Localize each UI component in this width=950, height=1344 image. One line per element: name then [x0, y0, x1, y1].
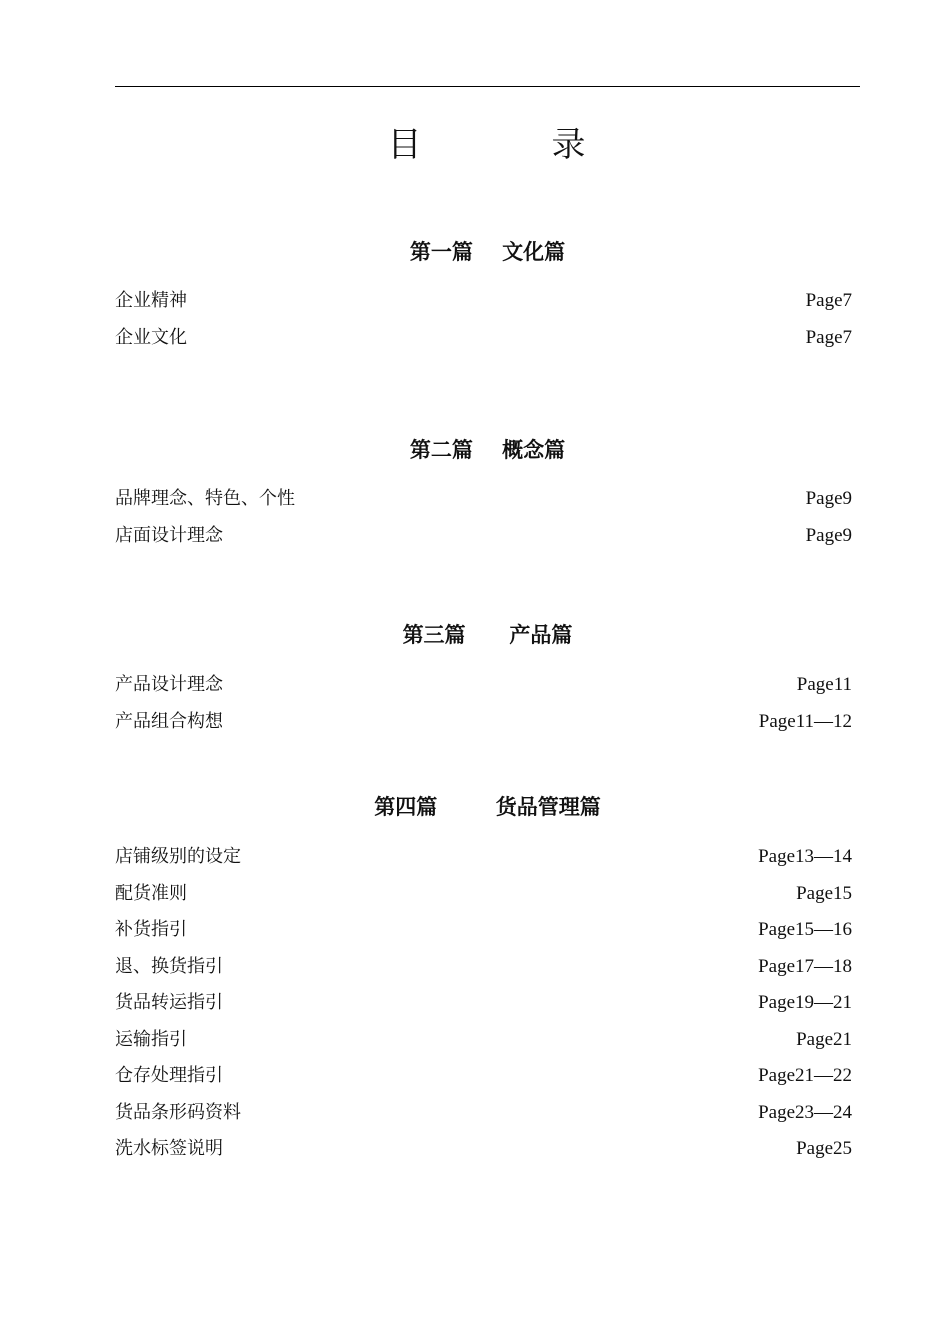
entry-page: Page7: [805, 290, 852, 311]
entry-label: 货品转运指引: [115, 992, 223, 1013]
entry-label: 品牌理念、特色、个性: [115, 488, 295, 509]
entry-list: [115, 667, 852, 740]
entry-page: Page11: [796, 674, 852, 695]
entry-page: Page7: [805, 326, 852, 348]
entry-label: 运输指引: [115, 1028, 187, 1050]
toc-entry[interactable]: [115, 704, 852, 741]
entry-page: Page11—12: [758, 710, 852, 732]
section-culture: [115, 237, 852, 356]
section-heading: 第四篇 货品管理篇: [374, 794, 601, 819]
entry-label: 产品设计理念: [115, 674, 223, 695]
entry-page: Page21—22: [758, 1065, 852, 1086]
entry-label: 店铺级别的设定: [115, 846, 241, 867]
entry-label: 配货准则: [115, 882, 187, 904]
toc-entry[interactable]: [115, 839, 852, 876]
toc-entry[interactable]: [115, 1095, 852, 1132]
section-heading: 第三篇 产品篇: [402, 622, 573, 647]
toc-entry[interactable]: [115, 985, 852, 1022]
toc-entry[interactable]: [115, 1131, 852, 1168]
entry-list: [115, 839, 852, 1168]
toc-entry[interactable]: [115, 949, 852, 986]
entry-page: Page25: [796, 1138, 852, 1159]
entry-page: Page19—21: [758, 992, 852, 1013]
section-concept: [115, 435, 852, 554]
entry-label: 洗水标签说明: [115, 1138, 223, 1159]
entry-label: 仓存处理指引: [115, 1065, 223, 1086]
entry-list: [115, 283, 852, 356]
entry-page: Page13—14: [758, 846, 852, 867]
entry-label: 产品组合构想: [115, 710, 223, 732]
section-heading: 第一篇 文化篇: [409, 239, 566, 264]
toc-entry[interactable]: [115, 283, 852, 320]
entry-label: 企业文化: [115, 326, 187, 348]
toc-entry[interactable]: [115, 667, 852, 704]
entry-page: Page15—16: [758, 919, 852, 940]
toc-entry[interactable]: [115, 481, 852, 518]
header-rule: [115, 86, 860, 87]
toc-entry[interactable]: [115, 1058, 852, 1095]
toc-entry[interactable]: [115, 1022, 852, 1059]
entry-page: Page21: [796, 1028, 852, 1050]
section-heading: 第二篇 概念篇: [409, 437, 566, 462]
toc-entry[interactable]: [115, 320, 852, 357]
section-goods-management: [115, 792, 852, 1168]
entry-page: Page23—24: [758, 1101, 852, 1123]
entry-page: Page17—18: [758, 955, 852, 977]
entry-page: Page9: [805, 488, 852, 509]
toc-entry[interactable]: [115, 912, 852, 949]
entry-label: 补货指引: [115, 919, 187, 940]
toc-title: 目 录: [387, 124, 588, 165]
entry-label: 退、换货指引: [115, 955, 223, 977]
entry-list: [115, 481, 852, 554]
section-product: [115, 620, 852, 740]
entry-page: Page15: [796, 882, 852, 904]
entry-page: Page9: [805, 524, 852, 546]
entry-label: 货品条形码资料: [115, 1101, 241, 1123]
toc-entry[interactable]: [115, 876, 852, 913]
toc-entry[interactable]: [115, 518, 852, 555]
entry-label: 企业精神: [115, 290, 187, 311]
entry-label: 店面设计理念: [115, 524, 223, 546]
